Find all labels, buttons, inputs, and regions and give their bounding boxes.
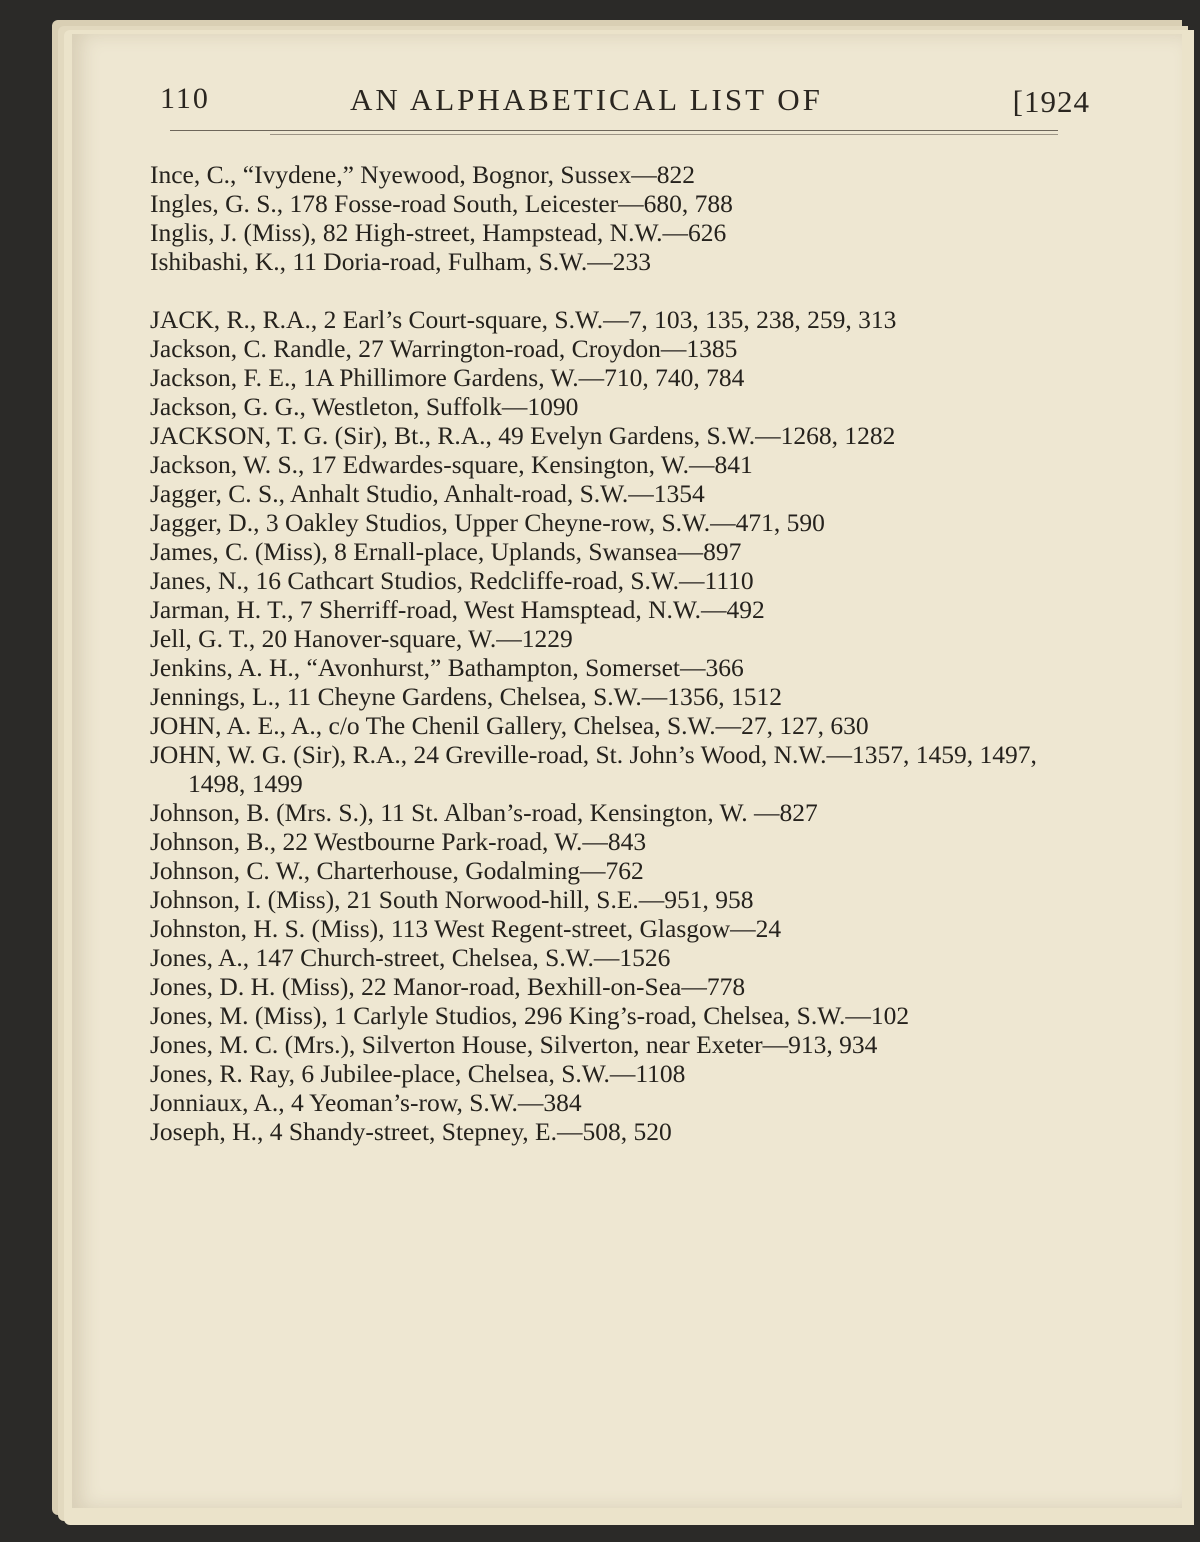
header-rule-secondary xyxy=(270,134,1058,135)
list-entry: Jell, G. T., 20 Hanover-square, W.—1229 xyxy=(150,624,573,653)
list-entry: Jarman, H. T., 7 Sherriff-road, West Hamsptead, N.W.—492 xyxy=(150,595,765,624)
list-entry: James, C. (Miss), 8 Ernall-place, Uplands, Swansea—897 xyxy=(150,537,742,566)
list-entry: Joseph, H., 4 Shandy-street, Stepney, E.—508, 520 xyxy=(150,1117,672,1146)
list-entry: JACK, R., R.A., 2 Earl’s Court-square, S.W.—7, 103, 135, 238, 259, 313 xyxy=(150,305,897,334)
list-entry: Jagger, D., 3 Oakley Studios, Upper Cheyne-row, S.W.—471, 590 xyxy=(150,508,825,537)
list-entry: Jones, M. (Miss), 1 Carlyle Studios, 296 King’s-road, Chelsea, S.W.—102 xyxy=(150,1001,910,1030)
list-entry: Jackson, C. Randle, 27 Warrington-road, Croydon—1385 xyxy=(150,334,738,363)
list-entry: JOHN, W. G. (Sir), R.A., 24 Greville-road, St. John’s Wood, N.W.—1357, 1459, 1497, 1498, 1499 xyxy=(150,740,1037,798)
list-entry: Johnson, B. (Mrs. S.), 11 St. Alban’s-road, Kensington, W. —827 xyxy=(150,798,818,827)
year-label: [1924 xyxy=(1012,84,1090,119)
list-entry: JACKSON, T. G. (Sir), Bt., R.A., 49 Evelyn Gardens, S.W.—1268, 1282 xyxy=(150,421,896,450)
list-entry: JOHN, A. E., A., c/o The Chenil Gallery, Chelsea, S.W.—27, 127, 630 xyxy=(150,711,869,740)
list-entry: Jackson, G. G., Westleton, Suffolk—1090 xyxy=(150,392,579,421)
list-entry: Jennings, L., 11 Cheyne Gardens, Chelsea, S.W.—1356, 1512 xyxy=(150,682,782,711)
list-entry: Jones, A., 147 Church-street, Chelsea, S.W.—1526 xyxy=(150,943,671,972)
list-entry: Jagger, C. S., Anhalt Studio, Anhalt-road, S.W.—1354 xyxy=(150,479,705,508)
list-entry: Jackson, F. E., 1A Phillimore Gardens, W.—710, 740, 784 xyxy=(150,363,745,392)
page-title: AN ALPHABETICAL LIST OF xyxy=(350,82,823,117)
list-entry: Inglis, J. (Miss), 82 High-street, Hampstead, N.W.—626 xyxy=(150,218,727,247)
list-entry: Ingles, G. S., 178 Fosse-road South, Leicester—680, 788 xyxy=(150,189,733,218)
running-header xyxy=(160,82,1090,126)
list-entry: Johnson, B., 22 Westbourne Park-road, W.—843 xyxy=(150,827,647,856)
list-entry: Jenkins, A. H., “Avonhurst,” Bathampton, Somerset—366 xyxy=(150,653,744,682)
list-entry: Jonniaux, A., 4 Yeoman’s-row, S.W.—384 xyxy=(150,1088,582,1117)
list-entry: Ishibashi, K., 11 Doria-road, Fulham, S.W.—233 xyxy=(150,247,651,276)
header-rule xyxy=(170,130,1058,131)
entry-list xyxy=(150,160,1070,1146)
list-entry: Johnson, C. W., Charterhouse, Godalming—762 xyxy=(150,856,644,885)
list-entry: Janes, N., 16 Cathcart Studios, Redcliffe-road, S.W.—1110 xyxy=(150,566,754,595)
list-entry: Jones, R. Ray, 6 Jubilee-place, Chelsea, S.W.—1108 xyxy=(150,1059,686,1088)
list-entry: Jackson, W. S., 17 Edwardes-square, Kensington, W.—841 xyxy=(150,450,753,479)
list-entry: Jones, D. H. (Miss), 22 Manor-road, Bexhill-on-Sea—778 xyxy=(150,972,746,1001)
section-gap xyxy=(150,276,1070,305)
page-number: 110 xyxy=(160,82,210,115)
list-entry: Jones, M. C. (Mrs.), Silverton House, Silverton, near Exeter—913, 934 xyxy=(150,1030,878,1059)
list-entry: Ince, C., “Ivydene,” Nyewood, Bognor, Sussex—822 xyxy=(150,160,696,189)
list-entry: Johnson, I. (Miss), 21 South Norwood-hill, S.E.—951, 958 xyxy=(150,885,754,914)
list-entry: Johnston, H. S. (Miss), 113 West Regent-street, Glasgow—24 xyxy=(150,914,782,943)
